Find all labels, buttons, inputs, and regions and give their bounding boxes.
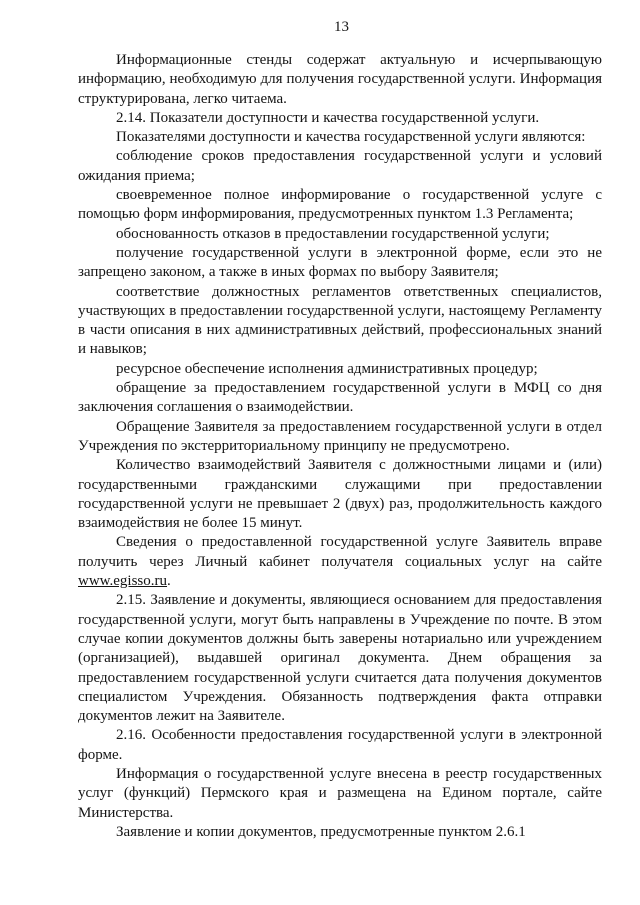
list-item-resources: ресурсное обеспечение исполнения административных процедур; [116,360,538,377]
section-2-15-paragraph: 2.15. Заявление и документы, являющиеся основанием для предоставления государственной услуги, могут быть направлены в Учреждение по почте. В этом случае копии документов должны быть заверены нотариально или учреждением (организацией), выдавшей оригинал документа. Днем обращения за предоставлением государственной услуги считается дата получения документов специалистом Учреждения. Обязанность подтверждения факта отправки документов лежит на Заявителе. [78,592,602,725]
list-item-regulations: соответствие должностных регламентов ответственных специалистов, участвующих в предоставлении государственной услуги, настоящему Регламенту в части описания в них административных действий, профессиональных знаний и навыков; [78,283,602,358]
paragraph-indicators-intro: Показателями доступности и качества государственной услуги являются: [116,129,586,146]
section-heading-2-16: 2.16. Особенности предоставления государственной услуги в электронной форме. [78,727,602,763]
section-heading-2-14: 2.14. Показатели доступности и качества государственной услуги. [116,109,540,126]
list-item-refusals: обоснованность отказов в предоставлении государственной услуги; [116,225,550,242]
egisso-tail: . [167,573,171,590]
list-item-electronic-form: получение государственной услуги в электронной форме, если это не запрещено законом, а также в иных формах по выбору Заявителя; [78,244,602,281]
paragraph-extraterritorial: Обращение Заявителя за предоставлением государственной услуги в отдел Учреждения по экстерриториальному принципу не предусмотрено. [78,418,602,454]
page-number: 13 [334,19,349,35]
egisso-text: Сведения о предоставленной государственной услуге Заявитель вправе получить через Личный кабинет получателя социальных услуг на сайте [78,534,602,570]
document-body [78,51,602,842]
paragraph-registry: Информация о государственной услуге внесена в реестр государственных услуг (функций) Пермского края и размещена на Едином портале, сайте Министерства. [78,765,602,821]
egisso-link: www.egisso.ru [78,573,168,590]
paragraph-info-stands: Информационные стенды содержат актуальную и исчерпывающую информацию, необходимую для получения государственной услуги. Информация структурирована, легко читаема. [78,52,602,107]
list-item-informing: своевременное полное информирование о государственной услуге с помощью форм информирования, предусмотренных пунктом 1.3 Регламента; [78,187,602,223]
list-item-mfc: обращение за предоставлением государственной услуги в МФЦ со дня заключения соглашения о взаимодействии. [78,380,602,416]
paragraph-egisso [78,533,602,591]
paragraph-application-copies: Заявление и копии документов, предусмотренные пунктом 2.6.1 [116,823,526,840]
paragraph-interactions: Количество взаимодействий Заявителя с должностными лицами и (или) государственными гражданскими служащими при предоставлении государственной услуги не превышает 2 (двух) раз, продолжительность каждого взаимодействия не более 15 минут. [78,457,602,532]
list-item-deadlines: соблюдение сроков предоставления государственной услуги и условий ожидания приема; [78,148,602,184]
